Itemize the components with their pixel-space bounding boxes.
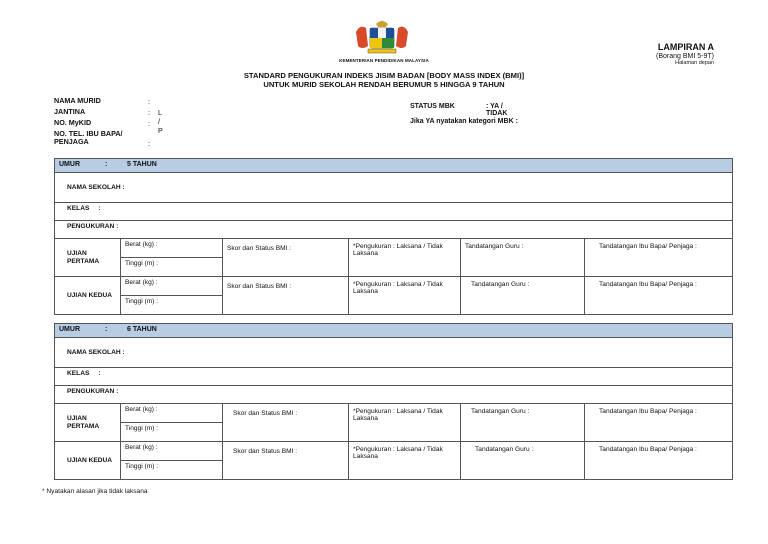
skor-status-field[interactable]: Skor dan Status BMI : [223, 239, 349, 277]
berat-field[interactable]: Berat (kg) : [121, 404, 223, 423]
ujian-kedua-label: UJIAN KEDUA [55, 442, 121, 480]
jantina-label: JANTINA [54, 107, 86, 116]
colon: : [148, 97, 150, 106]
lampiran-title: LAMPIRAN A [657, 42, 714, 52]
ujian-kedua-label: UJIAN KEDUA [55, 277, 121, 315]
kelas-field[interactable] [55, 368, 733, 386]
coat-of-arms-icon [350, 18, 414, 56]
age-header-row [55, 324, 733, 338]
status-mbk-label: STATUS MBK [410, 103, 455, 110]
colon: : [148, 108, 150, 117]
section-6-tahun [54, 323, 733, 480]
mbk-block [410, 103, 518, 133]
umur-colon: : [105, 161, 108, 168]
nama-sekolah-label: NAMA SEKOLAH : [67, 183, 125, 191]
pengukuran-label: PENGUKURAN : [67, 223, 119, 230]
nama-sekolah-field[interactable] [55, 338, 733, 368]
tinggi-field[interactable]: Tinggi (m) : [121, 461, 223, 480]
pengukuran-status-field[interactable]: *Pengukuran : Laksana / Tidak Laksana [349, 404, 461, 442]
umur-colon: : [105, 326, 108, 333]
halaman-label: Halaman depan [675, 60, 714, 66]
tandatangan-ibubapa-field[interactable]: Tandatangan Ibu Bapa/ Penjaga : [585, 442, 733, 480]
pengukuran-label: PENGUKURAN : [67, 388, 119, 395]
tinggi-field[interactable]: Tinggi (m) : [121, 258, 223, 277]
tinggi-field[interactable]: Tinggi (m) : [121, 423, 223, 442]
age-header [55, 324, 733, 338]
umur-label: UMUR [59, 161, 80, 168]
tandatangan-ibubapa-field[interactable]: Tandatangan Ibu Bapa/ Penjaga : [585, 239, 733, 277]
mbk-note: Jika YA nyatakan kategori MBK : [410, 118, 518, 125]
ujian-pertama-label: UJIAN PERTAMA [55, 404, 121, 442]
skor-status-field[interactable]: Skor dan Status BMI : [223, 404, 349, 442]
berat-field[interactable]: Berat (kg) : [121, 239, 223, 258]
umur-label: UMUR [59, 326, 80, 333]
umur-value: 5 TAHUN [127, 161, 157, 168]
colon: : [148, 139, 150, 148]
lampiran-block [656, 42, 714, 66]
ministry-name: KEMENTERIAN PENDIDIKAN MALAYSIA [339, 58, 429, 63]
nama-murid-label: NAMA MURID [54, 96, 101, 105]
section-5-tahun [54, 158, 733, 315]
document-title: STANDARD PENGUKURAN INDEKS JISIM BADAN [BODY MASS INDEX (BMI)] [243, 71, 525, 80]
pengukuran-status-field[interactable]: *Pengukuran : Laksana / Tidak Laksana [349, 239, 461, 277]
pengukuran-status-field[interactable]: *Pengukuran : Laksana / Tidak Laksana [349, 277, 461, 315]
tel-label: NO. TEL. IBU BAPA/ PENJAGA [54, 129, 123, 146]
tandatangan-guru-field[interactable]: Tandatangan Guru : [461, 239, 585, 277]
document-subtitle: UNTUK MURID SEKOLAH RENDAH BERUMUR 5 HINGGA 9 TAHUN [263, 80, 505, 89]
tandatangan-guru-field[interactable]: Tandatangan Guru : [461, 404, 585, 442]
tinggi-field[interactable]: Tinggi (m) : [121, 296, 223, 315]
kelas-label: KELAS : [67, 205, 101, 212]
footnote: * Nyatakan alasan jika tidak laksana [42, 488, 148, 495]
ujian-pertama-label: UJIAN PERTAMA [55, 239, 121, 277]
skor-status-field[interactable]: Skor dan Status BMI : [223, 277, 349, 315]
tandatangan-ibubapa-field[interactable]: Tandatangan Ibu Bapa/ Penjaga : [585, 277, 733, 315]
pengukuran-label-cell [55, 386, 733, 404]
nama-sekolah-label: NAMA SEKOLAH : [67, 348, 125, 356]
kelas-label: KELAS : [67, 370, 101, 377]
skor-status-field[interactable]: Skor dan Status BMI : [223, 442, 349, 480]
pengukuran-label-cell [55, 221, 733, 239]
tandatangan-guru-field[interactable]: Tandatangan Guru : [461, 277, 585, 315]
colon: : [148, 119, 150, 128]
nama-sekolah-field[interactable] [55, 173, 733, 203]
berat-field[interactable]: Berat (kg) : [121, 277, 223, 296]
pengukuran-status-field[interactable]: *Pengukuran : Laksana / Tidak Laksana [349, 442, 461, 480]
berat-field[interactable]: Berat (kg) : [121, 442, 223, 461]
kelas-field[interactable] [55, 203, 733, 221]
age-header-row [55, 159, 733, 173]
tandatangan-ibubapa-field[interactable]: Tandatangan Ibu Bapa/ Penjaga : [585, 404, 733, 442]
tandatangan-guru-field[interactable]: Tandatangan Guru : [461, 442, 585, 480]
jantina-value: L / P [158, 108, 164, 135]
umur-value: 6 TAHUN [127, 326, 157, 333]
age-header [55, 159, 733, 173]
status-mbk-value: : YA / TIDAK [486, 103, 508, 117]
mykid-label: NO. MyKID [54, 118, 92, 127]
borang-code: (Borang BMI 5-9T) [656, 53, 714, 60]
